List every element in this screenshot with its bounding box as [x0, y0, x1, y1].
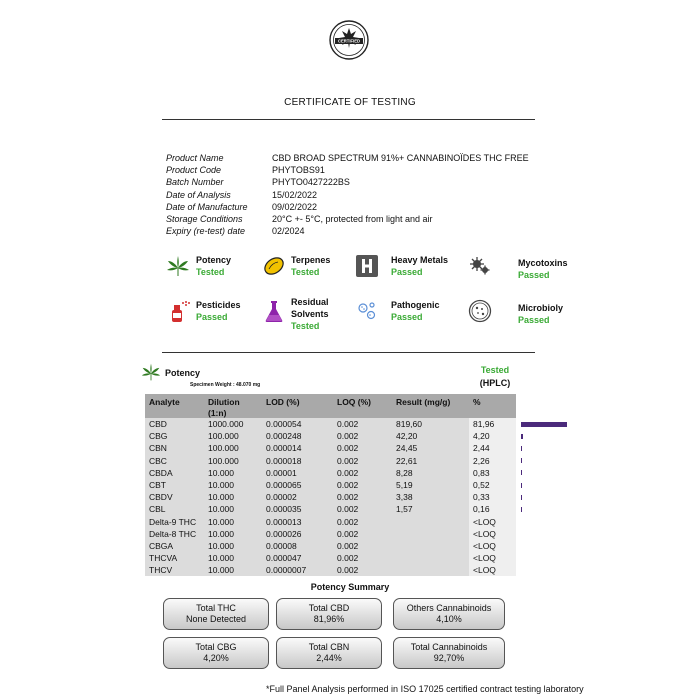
potency-method: (HPLC)	[479, 378, 511, 388]
test-item	[196, 254, 231, 278]
cell-dilution: 1000.000	[208, 419, 244, 429]
test-name: Residual Solvents	[291, 297, 329, 319]
cell-analyte: CBN	[149, 443, 167, 454]
test-name: Terpenes	[291, 255, 331, 265]
cell-lod: 0.0000007	[266, 565, 307, 576]
cell-dilution: 10.000	[208, 492, 234, 503]
summary-value: 92,70%	[433, 653, 465, 663]
table-row	[145, 418, 516, 430]
test-status: Tested	[196, 267, 225, 277]
table-row	[145, 516, 516, 528]
table-row	[145, 528, 516, 540]
cell-analyte: THCVA	[149, 553, 178, 564]
cell-lod: 0.00008	[266, 540, 297, 551]
cell-pct: 0,16	[473, 504, 490, 515]
cell-result: 1,57	[396, 504, 413, 515]
test-item	[196, 299, 241, 323]
potency-bar	[521, 507, 522, 512]
test-name: Potency	[196, 255, 232, 265]
info-value: 20°C +- 5°C, protected from light and air	[272, 214, 433, 224]
cell-analyte: CBT	[149, 479, 166, 490]
heavy-metal-h-icon	[355, 254, 379, 278]
summary-value: 81,96%	[313, 614, 345, 624]
info-value: PHYTO0427222BS	[272, 177, 350, 188]
cell-result: 3,38	[396, 492, 413, 503]
info-label: Date of Analysis	[166, 189, 231, 200]
cell-analyte: CBL	[149, 504, 166, 515]
spray-bottle-icon	[166, 299, 190, 323]
cell-result: 5,19	[396, 479, 413, 490]
table-row	[145, 479, 516, 491]
cell-pct: <LOQ	[473, 528, 496, 539]
cell-analyte: Delta-9 THC	[149, 516, 197, 527]
test-status: Passed	[391, 267, 423, 277]
test-status: Passed	[518, 315, 550, 325]
cell-pct: 2,26	[473, 455, 490, 466]
info-label: Batch Number	[166, 177, 224, 188]
bacteria-icon	[355, 299, 379, 323]
cell-result: 819,60	[396, 419, 422, 429]
summary-label: Others Cannabinoids	[406, 603, 492, 613]
summary-label: Total CBD	[308, 603, 350, 613]
cell-pct: <LOQ	[473, 516, 496, 527]
table-row	[145, 552, 516, 564]
summary-box	[276, 598, 382, 630]
flask-icon	[262, 299, 286, 323]
table-row	[145, 467, 516, 479]
info-value: PHYTOBS91	[272, 165, 325, 176]
cell-loq: 0.002	[337, 431, 359, 442]
cell-pct: 0,83	[473, 467, 490, 478]
info-label: Product Code	[166, 165, 222, 176]
cell-pct: <LOQ	[473, 553, 496, 564]
cell-analyte: CBDV	[149, 492, 173, 503]
cell-lod: 0.000047	[266, 553, 302, 564]
cell-loq: 0.002	[337, 443, 359, 454]
cell-lod: 0.000054	[266, 419, 302, 429]
certified-seal-logo	[329, 20, 369, 60]
petri-dish-icon	[468, 299, 492, 323]
test-status: Passed	[196, 312, 228, 322]
test-name: Pathogenic	[391, 300, 440, 310]
cell-dilution: 100.000	[208, 443, 239, 454]
cell-analyte: Delta-8 THC	[149, 528, 197, 539]
cell-loq: 0.002	[337, 516, 359, 527]
tests-divider	[162, 352, 535, 353]
cell-dilution: 10.000	[208, 565, 234, 576]
test-name: Pesticides	[196, 300, 241, 310]
test-status: Tested	[291, 267, 320, 277]
summary-title: Potency Summary	[310, 582, 390, 592]
cell-analyte: CBD	[149, 419, 167, 429]
info-value: 09/02/2022	[272, 201, 318, 212]
cell-dilution: 100.000	[208, 455, 239, 466]
footer-note: *Full Panel Analysis performed in ISO 17025 certified contract testing laboratory	[266, 684, 584, 694]
cell-loq: 0.002	[337, 467, 359, 478]
cell-lod: 0.000065	[266, 479, 302, 490]
cell-pct: 2,44	[473, 443, 490, 454]
potency-status: Tested	[480, 365, 510, 375]
cell-loq: 0.002	[337, 479, 359, 490]
col-lod: LOD (%)	[266, 397, 300, 407]
cell-loq: 0.002	[337, 419, 359, 429]
potency-bar	[521, 434, 523, 439]
cell-lod: 0.00002	[266, 492, 297, 503]
info-label: Storage Conditions	[166, 214, 243, 224]
summary-box	[276, 637, 382, 669]
test-status: Passed	[391, 312, 423, 322]
summary-label: Total THC	[196, 603, 236, 613]
table-row	[145, 564, 516, 576]
svg-text:CERTIFIED: CERTIFIED	[337, 38, 361, 44]
cell-pct: <LOQ	[473, 540, 496, 551]
cell-analyte: THCV	[149, 565, 173, 576]
cell-loq: 0.002	[337, 540, 359, 551]
cell-lod: 0.000026	[266, 528, 302, 539]
cell-loq: 0.002	[337, 455, 359, 466]
col-result: Result (mg/g)	[396, 397, 451, 407]
test-item	[518, 302, 563, 326]
summary-box	[393, 637, 505, 669]
cell-dilution: 10.000	[208, 516, 234, 527]
cell-analyte: CBDA	[149, 467, 173, 478]
cell-result: 24,45	[396, 443, 418, 454]
table-body	[145, 418, 516, 576]
cell-lod: 0.000013	[266, 516, 302, 527]
summary-box	[163, 598, 269, 630]
potency-table	[145, 394, 516, 576]
info-label: Product Name	[166, 153, 224, 163]
cell-pct: 0,52	[473, 479, 490, 490]
cell-analyte: CBGA	[149, 540, 174, 551]
summary-label: Total Cannabinoids	[410, 642, 488, 652]
summary-value: 4,10%	[436, 614, 462, 624]
certificate-title: CERTIFICATE OF TESTING	[284, 97, 416, 108]
test-item	[291, 296, 331, 332]
cell-dilution: 10.000	[208, 540, 234, 551]
summary-label: Total CBN	[308, 642, 350, 652]
cell-lod: 0.00001	[266, 467, 297, 478]
lemon-icon	[262, 254, 286, 278]
summary-value: 2,44%	[316, 653, 342, 663]
table-header	[145, 394, 516, 418]
cell-lod: 0.000014	[266, 443, 302, 454]
summary-value: 4,20%	[203, 653, 229, 663]
test-name: Heavy Metals	[391, 255, 449, 265]
table-row	[145, 503, 516, 515]
cell-pct: <LOQ	[473, 565, 496, 576]
cell-dilution: 10.000	[208, 467, 234, 478]
cell-dilution: 10.000	[208, 479, 234, 490]
cell-dilution: 10.000	[208, 528, 234, 539]
summary-label: Total CBG	[195, 642, 237, 652]
specimen-weight: Specimen Weight : 48.070 mg	[190, 382, 261, 388]
summary-box	[393, 598, 505, 630]
cannabis-leaf-icon	[166, 254, 190, 278]
table-row	[145, 455, 516, 467]
cannabis-leaf-icon	[140, 362, 162, 382]
title-divider	[162, 119, 535, 120]
test-item	[518, 257, 568, 281]
cell-dilution: 10.000	[208, 553, 234, 564]
potency-bar	[521, 422, 567, 427]
potency-bar	[521, 495, 522, 500]
cell-result: 22,61	[396, 455, 418, 466]
test-name: Mycotoxins	[518, 258, 568, 268]
cell-lod: 0.000248	[266, 431, 302, 442]
cell-loq: 0.002	[337, 528, 359, 539]
test-item	[291, 254, 330, 278]
info-label: Expiry (re-test) date	[166, 226, 246, 237]
col-dilution: Dilution (1:n)	[208, 397, 240, 418]
cell-pct: 81,96	[473, 419, 495, 429]
table-row	[145, 430, 516, 442]
cell-result: 8,28	[396, 467, 413, 478]
test-item	[391, 254, 448, 278]
cell-analyte: CBG	[149, 431, 168, 442]
potency-title: Potency	[165, 368, 201, 378]
test-status: Passed	[518, 270, 550, 280]
info-value: 15/02/2022	[272, 189, 318, 200]
col-percent: %	[473, 397, 481, 407]
cell-analyte: CBC	[149, 455, 167, 466]
cell-loq: 0.002	[337, 553, 359, 564]
cell-dilution: 100.000	[208, 431, 239, 442]
cell-loq: 0.002	[337, 504, 359, 515]
summary-value: None Detected	[185, 614, 247, 624]
test-name: Microbioly	[518, 303, 564, 313]
test-item	[391, 299, 440, 323]
summary-box	[163, 637, 269, 669]
col-analyte: Analyte	[149, 397, 180, 407]
table-row	[145, 442, 516, 454]
cell-loq: 0.002	[337, 492, 359, 503]
potency-bar	[521, 470, 522, 475]
potency-bar	[521, 446, 522, 451]
table-row	[145, 540, 516, 552]
info-label: Date of Manufacture	[166, 201, 248, 212]
info-value: CBD BROAD SPECTRUM 91%+ CANNABINOÏDES THC FREE	[272, 153, 529, 163]
info-value: 02/2024	[272, 226, 305, 237]
cell-lod: 0.000035	[266, 504, 302, 515]
table-row	[145, 491, 516, 503]
cell-result: 42,20	[396, 431, 418, 442]
cell-loq: 0.002	[337, 565, 359, 576]
cell-pct: 4,20	[473, 431, 490, 442]
test-status: Tested	[291, 321, 320, 331]
potency-bar	[521, 483, 522, 488]
col-loq: LOQ (%)	[337, 397, 371, 407]
virus-icon	[468, 254, 492, 278]
cell-pct: 0,33	[473, 492, 490, 503]
cell-lod: 0.000018	[266, 455, 302, 466]
cell-dilution: 10.000	[208, 504, 234, 515]
potency-bar	[521, 458, 522, 463]
